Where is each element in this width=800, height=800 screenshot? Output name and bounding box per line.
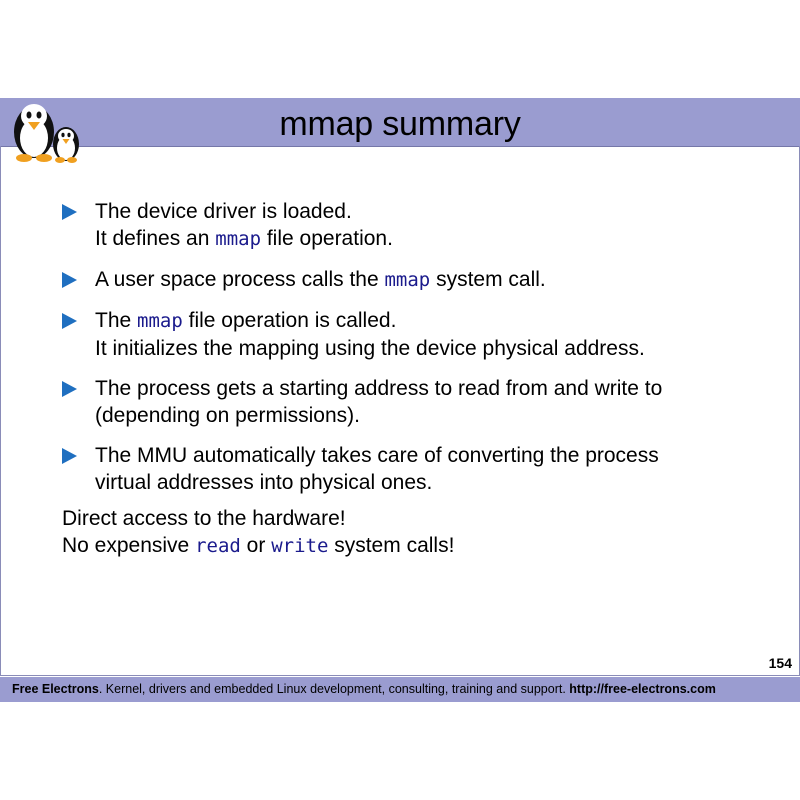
bullet-line: A user space process calls the mmap system call. [95,268,546,291]
bullet-triangle-icon [62,448,77,464]
bullet-triangle-icon [62,381,77,397]
code-mmap: mmap [137,310,183,332]
code-write: write [271,535,329,557]
footer-bar [0,677,800,702]
code-read: read [195,535,241,557]
bullet-line: (depending on permissions). [95,404,360,427]
bullet-triangle-icon [62,272,77,288]
bullet-line: The process gets a starting address to read from and write to [95,377,663,400]
bullet-triangle-icon [62,204,77,220]
bullet-item [62,266,762,294]
bullet-line: virtual addresses into physical ones. [95,471,433,494]
bullet-item [62,442,762,496]
code-mmap: mmap [215,228,262,250]
bullet-list [62,198,762,509]
bullet-item [62,307,762,362]
slide [0,98,800,702]
bullet-line: It defines an mmap file operation. [95,227,393,250]
bullet-triangle-icon [62,313,77,329]
footer-brand: Free Electrons [12,682,99,696]
conclusion-line: No expensive read or write system calls! [62,534,455,557]
page-number: 154 [768,655,792,671]
bullet-item [62,198,762,253]
conclusion-line: Direct access to the hardware! [62,507,346,530]
bullet-line: The mmap file operation is called. [95,309,397,332]
slide-title: mmap summary [279,105,521,143]
bullet-line: The MMU automatically takes care of converting the process [95,444,659,467]
bullet-line: It initializes the mapping using the device physical address. [95,337,645,360]
footer-url-link[interactable]: http://free-electrons.com [569,682,716,696]
bullet-item [62,375,762,429]
code-mmap: mmap [384,269,431,291]
conclusion-text [62,505,454,560]
footer-text: . Kernel, drivers and embedded Linux development, consulting, training and support. [98,682,570,696]
bullet-line: The device driver is loaded. [95,200,352,223]
title-bar [0,98,800,147]
